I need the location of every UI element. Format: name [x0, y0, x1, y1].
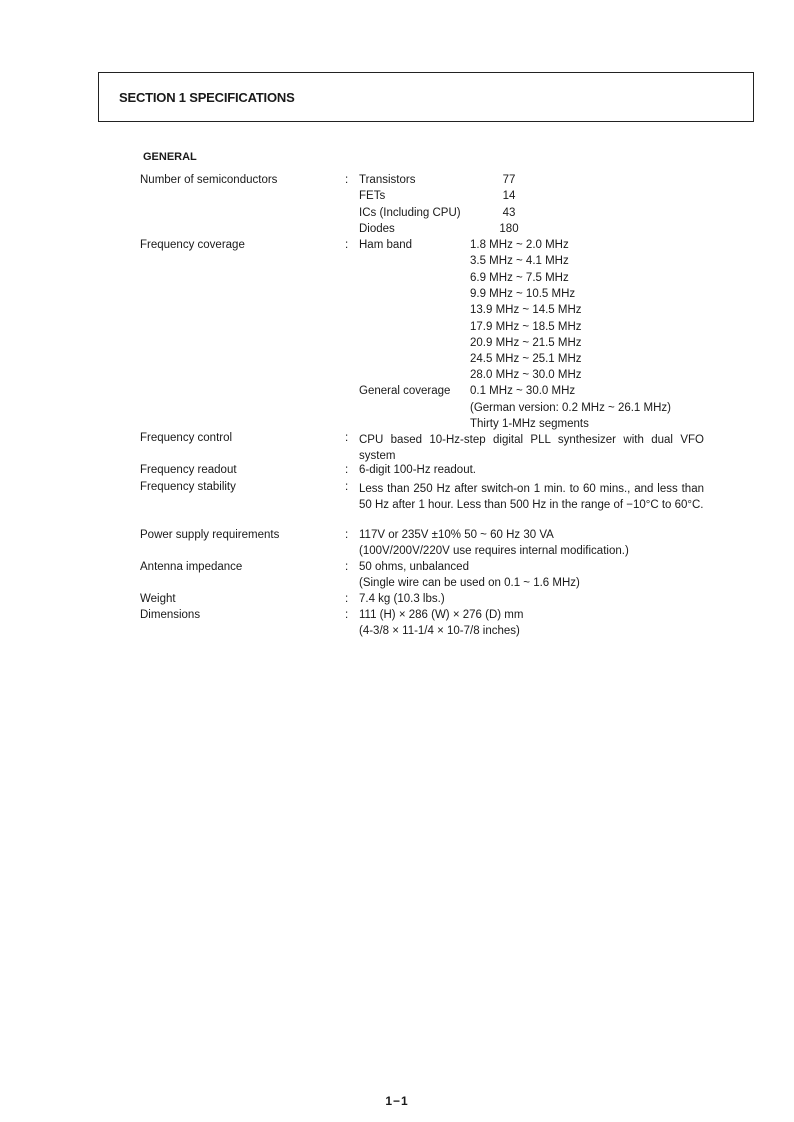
page-number: 1−1 — [385, 1094, 409, 1108]
ham-band-range: 17.9 MHz ~ 18.5 MHz — [470, 321, 582, 333]
semiconductor-name: ICs (Including CPU) — [359, 207, 461, 219]
weight-value: 7.4 kg (10.3 lbs.) — [359, 593, 445, 605]
section-header-box — [98, 72, 754, 122]
frequency-control-value: CPU based 10-Hz-step digital PLL synthesizer with dual VFO system — [359, 434, 704, 463]
colon: : — [345, 481, 349, 493]
semiconductor-count: 77 — [502, 174, 516, 186]
semiconductor-count: 180 — [499, 223, 519, 235]
ham-band-range: 6.9 MHz ~ 7.5 MHz — [470, 272, 569, 284]
frequency-readout-value: 6-digit 100-Hz readout. — [359, 464, 476, 476]
section-title: SECTION 1 SPECIFICATIONS — [119, 90, 295, 105]
frequency-stability-label: Frequency stability — [140, 481, 236, 493]
power-supply-label: Power supply requirements — [140, 529, 280, 541]
ham-band-range: 9.9 MHz ~ 10.5 MHz — [470, 288, 576, 300]
colon: : — [345, 174, 349, 186]
ham-band-range: 1.8 MHz ~ 2.0 MHz — [470, 239, 569, 251]
colon: : — [345, 432, 349, 444]
frequency-coverage-label: Frequency coverage — [140, 239, 245, 251]
colon: : — [345, 464, 349, 476]
colon: : — [345, 529, 349, 541]
antenna-impedance-label: Antenna impedance — [140, 561, 243, 573]
general-coverage-range: 0.1 MHz ~ 30.0 MHz — [470, 385, 576, 397]
ham-band-range: 24.5 MHz ~ 25.1 MHz — [470, 353, 582, 365]
antenna-impedance-note: (Single wire can be used on 0.1 ~ 1.6 MHz) — [359, 577, 580, 589]
semiconductor-count: 14 — [502, 190, 516, 202]
ham-band-range: 20.9 MHz ~ 21.5 MHz — [470, 337, 582, 349]
semiconductor-name: Diodes — [359, 223, 395, 235]
ham-band-range: 28.0 MHz ~ 30.0 MHz — [470, 369, 582, 381]
frequency-readout-label: Frequency readout — [140, 464, 237, 476]
semiconductor-name: FETs — [359, 190, 386, 202]
dimensions-inches: (4-3/8 × 11-1/4 × 10-7/8 inches) — [359, 625, 520, 637]
colon: : — [345, 239, 349, 251]
colon: : — [345, 561, 349, 573]
ham-band-label: Ham band — [359, 239, 413, 251]
antenna-impedance-value: 50 ohms, unbalanced — [359, 561, 469, 573]
dimensions-value: 111 (H) × 286 (W) × 276 (D) mm — [359, 609, 524, 621]
ham-band-range: 13.9 MHz ~ 14.5 MHz — [470, 304, 582, 316]
power-supply-note: (100V/200V/220V use requires internal modification.) — [359, 545, 629, 557]
general-coverage-label: General coverage — [359, 385, 451, 397]
semiconductors-label: Number of semiconductors — [140, 174, 278, 186]
colon: : — [345, 609, 349, 621]
weight-label: Weight — [140, 593, 176, 605]
semiconductor-name: Transistors — [359, 174, 416, 186]
german-version-range: (German version: 0.2 MHz ~ 26.1 MHz) — [470, 402, 671, 414]
frequency-control-label: Frequency control — [140, 432, 233, 444]
frequency-stability-value: Less than 250 Hz after switch-on 1 min. to 60 mins., and less than 50 Hz after 1 hour. Less than 500 Hz in the range of −10°C to 60°C. — [359, 483, 704, 512]
colon: : — [345, 593, 349, 605]
dimensions-label: Dimensions — [140, 609, 201, 621]
segments-note: Thirty 1-MHz segments — [470, 418, 589, 430]
semiconductor-count: 43 — [502, 207, 516, 219]
general-heading: GENERAL — [143, 151, 197, 163]
power-supply-value: 117V or 235V ±10% 50 ~ 60 Hz 30 VA — [359, 529, 554, 541]
ham-band-range: 3.5 MHz ~ 4.1 MHz — [470, 255, 569, 267]
